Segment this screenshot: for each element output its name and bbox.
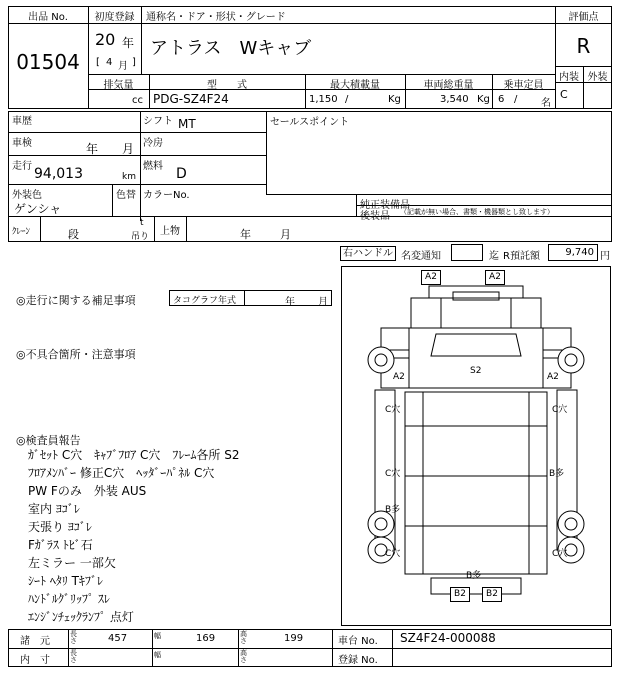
interior-dims-label: 内 寸 bbox=[20, 655, 50, 666]
exterior-score-label: 外装 bbox=[587, 72, 608, 83]
upper-body-label: 上物 bbox=[160, 226, 180, 237]
vehicle-info-block bbox=[8, 111, 612, 242]
gross-weight: 3,540 bbox=[440, 94, 469, 105]
capacity-label: 乗車定員 bbox=[503, 80, 544, 91]
model-code: PDG-SZ4F24 bbox=[153, 92, 229, 106]
lot-no: 01504 bbox=[16, 50, 80, 74]
shift: MT bbox=[178, 117, 196, 131]
damage-front-right: A2 bbox=[485, 270, 505, 285]
damage-cab-left: A2 bbox=[393, 372, 405, 382]
damage-cab-right: A2 bbox=[547, 372, 559, 382]
damage-bed-left-1: C穴 bbox=[385, 405, 401, 415]
damage-front-left: A2 bbox=[421, 270, 441, 285]
width: 169 bbox=[196, 633, 216, 644]
max-load-label: 最大積載量 bbox=[330, 80, 380, 91]
color: ゲンシャ bbox=[14, 202, 62, 216]
fuel: D bbox=[176, 166, 187, 182]
tachograph-label: タコグラフ年式 bbox=[173, 296, 237, 306]
score-label: 評価点 bbox=[568, 12, 599, 23]
damage-rear-right: B2 bbox=[482, 587, 502, 602]
defect-notes-label: ◎不具合箇所・注意事項 bbox=[16, 348, 136, 361]
mileage: 94,013 bbox=[34, 166, 83, 182]
inspection-label: 車検 bbox=[12, 138, 32, 149]
inspector-line: ﾌﾛｱﾒﾝﾊﾞｰ 修正C穴 ﾍｯﾀﾞｰﾊﾟﾈﾙ C穴 bbox=[28, 466, 215, 480]
damage-rear-left: B2 bbox=[450, 587, 470, 602]
gross-weight-label: 車両総重量 bbox=[423, 80, 474, 91]
recycle-label: R預託額 bbox=[503, 251, 540, 262]
displacement-unit: cc bbox=[132, 95, 143, 106]
max-load: 1,150 bbox=[309, 94, 338, 105]
model-name-label: 通称名・ドア・形状・グレード bbox=[146, 12, 286, 23]
capacity-unit: 名 bbox=[541, 98, 551, 109]
reg-no-label: 登録 No. bbox=[338, 655, 378, 666]
inspector-line: ｶﾞｾｯﾄ C穴 ｷｬﾌﾞﾌﾛｱ C穴 ﾌﾚｰﾑ各所 S2 bbox=[28, 448, 240, 462]
recycle-unit: 円 bbox=[600, 251, 610, 262]
fuel-label: 燃料 bbox=[143, 161, 163, 172]
inspector-line: 天張り ﾖｺﾞﾚ bbox=[28, 520, 92, 534]
first-reg-label: 初度登録 bbox=[94, 12, 135, 23]
interior-score: C bbox=[560, 88, 568, 101]
sales-point-label: セールスポイント bbox=[270, 117, 350, 128]
color-change-label: 色替 bbox=[116, 190, 136, 201]
damage-bed-left-2: C穴 bbox=[385, 469, 401, 479]
displacement-label: 排気量 bbox=[103, 80, 134, 91]
damage-bed-right-2: B多 bbox=[549, 469, 565, 479]
model-name: アトラス Wキャブ bbox=[150, 38, 312, 59]
model-code-label: 型 式 bbox=[207, 80, 247, 91]
mileage-unit: km bbox=[122, 172, 136, 182]
chassis-label: 車台 No. bbox=[338, 636, 378, 647]
inspector-line: ｴﾝｼﾞﾝﾁｪｯｸﾗﾝﾌﾟ 点灯 bbox=[28, 610, 134, 624]
inspector-line: PW Fのみ 外装 AUS bbox=[28, 484, 147, 498]
genuine-equipment-label: 純正装備品 bbox=[360, 200, 410, 211]
capacity: 6 bbox=[498, 94, 505, 105]
reg-month-unit: 月 bbox=[118, 61, 128, 72]
inspector-line: 左ミラー 一部欠 bbox=[28, 556, 116, 570]
rhd-box: 右ハンドル bbox=[340, 246, 396, 261]
name-change-label: 名変通知 bbox=[401, 251, 441, 262]
gross-weight-unit: Kg bbox=[477, 94, 490, 105]
recycle-value: 9,740 bbox=[565, 247, 594, 258]
inspector-line: Fｶﾞﾗｽ ﾄﾋﾞ石 bbox=[28, 538, 93, 552]
crane-label: ｸﾚｰﾝ bbox=[12, 227, 31, 237]
damage-bed-right-1: C穴 bbox=[552, 405, 568, 415]
inspector-line: ｼｰﾄ ﾍﾀﾘ Tｷﾌﾞﾚ bbox=[28, 574, 103, 588]
max-load-unit: Kg bbox=[388, 94, 401, 105]
lot-no-label: 出品 No. bbox=[28, 12, 68, 23]
driving-notes-label: ◎走行に関する補足事項 bbox=[16, 294, 136, 307]
damage-bed-bottom: B多 bbox=[466, 571, 482, 581]
height: 199 bbox=[284, 633, 304, 644]
history-label: 車歴 bbox=[12, 116, 32, 127]
shift-label: シフト bbox=[143, 116, 173, 127]
reg-year: 20 bbox=[95, 30, 116, 49]
chassis-no: SZ4F24-000088 bbox=[400, 631, 496, 645]
damage-bed-left-3: B多 bbox=[385, 505, 401, 515]
inspector-line: 室内 ﾖｺﾞﾚ bbox=[28, 502, 80, 516]
inspector-report-list bbox=[28, 446, 239, 626]
length: 457 bbox=[108, 633, 128, 644]
damage-bed-right-4: C穴 bbox=[552, 549, 568, 559]
ac-label: 冷房 bbox=[143, 138, 163, 149]
reg-year-unit: 年 bbox=[122, 36, 135, 50]
mileage-label: 走行 bbox=[12, 161, 32, 172]
inspector-report-label: ◎検査員報告 bbox=[16, 434, 81, 447]
damage-cab-roof: S2 bbox=[470, 366, 482, 376]
reg-month: 4 bbox=[106, 57, 113, 68]
dims-label: 諸 元 bbox=[20, 636, 50, 647]
aftermarket-note: （記載が無い場合、書類・機器類とし致します） bbox=[400, 208, 554, 216]
aftermarket-label: 後装品 bbox=[360, 211, 390, 222]
damage-bed-left-4: C穴 bbox=[385, 549, 401, 559]
score: R bbox=[576, 34, 591, 58]
interior-score-label: 内装 bbox=[559, 72, 579, 83]
inspector-line: ﾊﾝﾄﾞﾙｸﾞﾘｯﾌﾟ ｽﾚ bbox=[28, 592, 110, 606]
name-change-box bbox=[451, 244, 483, 261]
color-label: 外装色 bbox=[12, 190, 42, 201]
color-code-label: カラーNo. bbox=[143, 190, 190, 201]
